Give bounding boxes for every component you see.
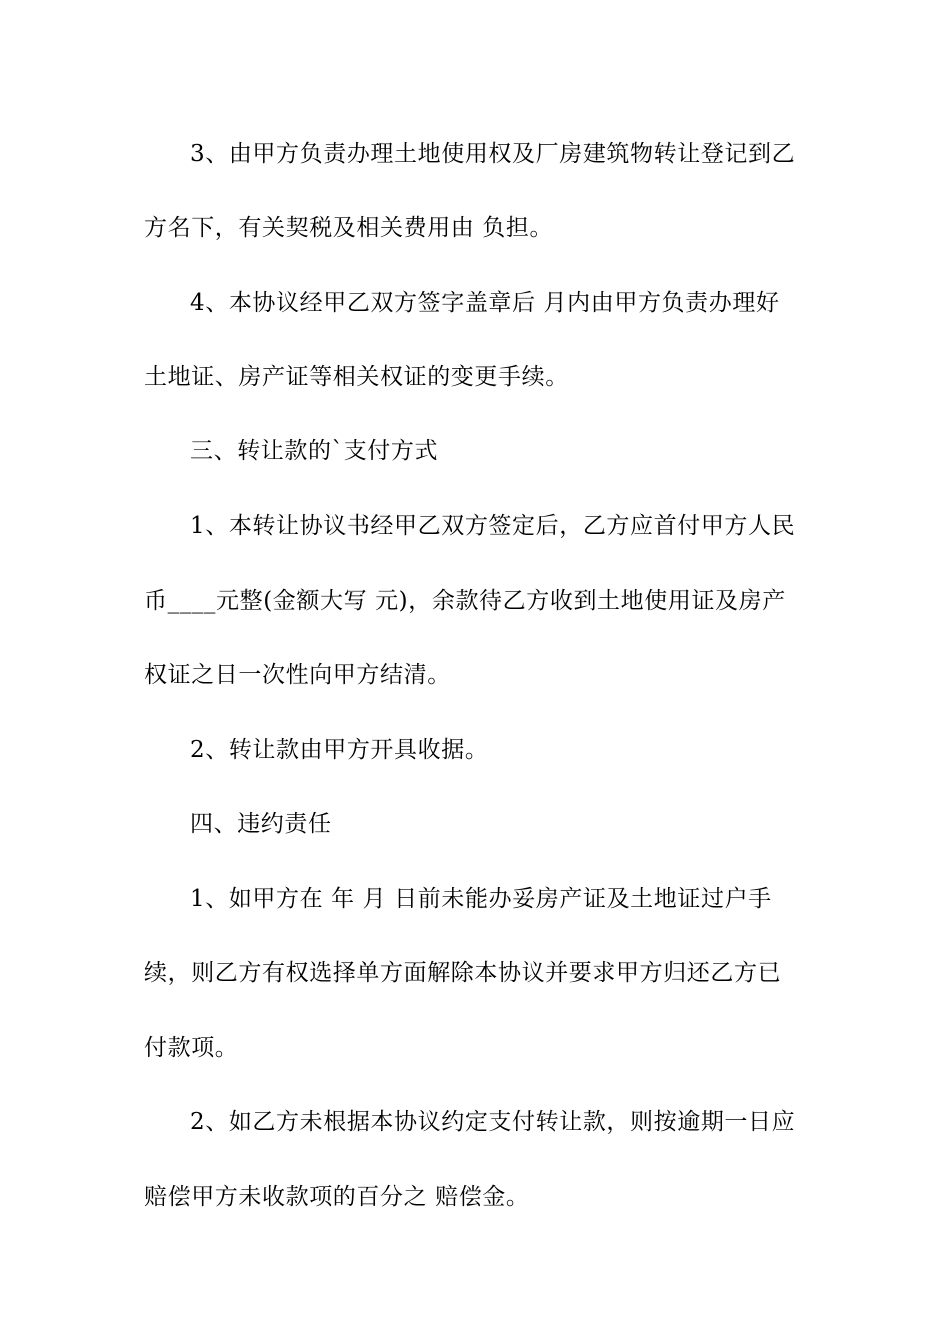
paragraph-line: 4、本协议经甲乙双方签字盖章后 月内由甲方负责办理好 (190, 290, 780, 316)
paragraph-line: 赔偿甲方未收款项的百分之 赔偿金。 (144, 1184, 530, 1210)
paragraph-line: 币____元整(金额大写 元)，余款待乙方收到土地使用证及房产 (144, 588, 786, 614)
paragraph-line: 方名下，有关契税及相关费用由 负担。 (144, 215, 554, 241)
paragraph-line: 2、转让款由甲方开具收据。 (190, 737, 489, 763)
paragraph-line: 付款项。 (144, 1035, 239, 1061)
paragraph-line: 1、如甲方在 年 月 日前未能办妥房产证及土地证过户手 (190, 886, 772, 912)
paragraph-line: 权证之日一次性向甲方结清。 (144, 662, 451, 688)
section-heading: 三、转让款的`支付方式 (190, 438, 439, 464)
paragraph-line: 土地证、房产证等相关权证的变更手续。 (144, 364, 569, 390)
paragraph-line: 2、如乙方未根据本协议约定支付转让款，则按逾期一日应 (190, 1109, 796, 1135)
paragraph-line: 续，则乙方有权选择单方面解除本协议并要求甲方归还乙方已 (144, 960, 782, 986)
section-heading: 四、违约责任 (190, 811, 332, 837)
paragraph-line: 1、本转让协议书经甲乙双方签定后，乙方应首付甲方人民 (190, 513, 796, 539)
paragraph-line: 3、由甲方负责办理土地使用权及厂房建筑物转让登记到乙 (190, 141, 796, 167)
